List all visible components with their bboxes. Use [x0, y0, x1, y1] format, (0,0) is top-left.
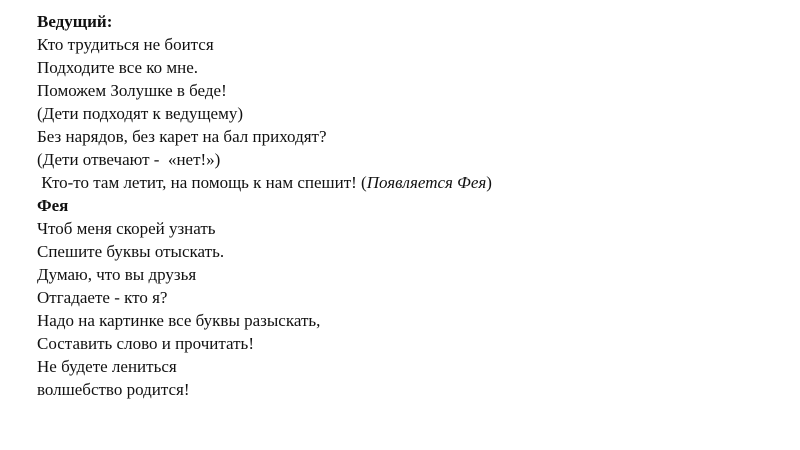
verse-line: Отгадаете - кто я?	[37, 288, 168, 307]
closing-paren: )	[486, 173, 492, 192]
verse-line: волшебство родится!	[37, 380, 190, 399]
verse-line: Подходите все ко мне.	[37, 58, 199, 77]
verse-line: Составить слово и прочитать!	[37, 334, 254, 353]
verse-line: Поможем Золушке в беде!	[37, 81, 227, 100]
verse-line: Думаю, что вы друзья	[37, 265, 197, 284]
verse-text: Кто-то там летит, на помощь к нам спешит! (	[37, 173, 367, 192]
stage-direction: (Дети подходят к ведущему)	[37, 104, 244, 123]
verse-line-with-direction	[37, 171, 777, 194]
verse-line: Спешите буквы отыскать.	[37, 242, 225, 261]
document-page	[37, 10, 777, 401]
verse-line: Чтоб меня скорей узнать	[37, 219, 216, 238]
speaker-heading-fairy: Фея	[37, 196, 69, 215]
verse-line: Надо на картинке все буквы разыскать,	[37, 311, 321, 330]
verse-line: Не будете лениться	[37, 357, 177, 376]
speaker-heading-host: Ведущий:	[37, 12, 113, 31]
verse-line: Кто трудиться не боится	[37, 35, 214, 54]
stage-direction: (Дети отвечают - «нет!»)	[37, 150, 221, 169]
verse-line: Без нарядов, без карет на бал приходят?	[37, 127, 327, 146]
stage-direction-italic: Появляется Фея	[366, 173, 487, 192]
